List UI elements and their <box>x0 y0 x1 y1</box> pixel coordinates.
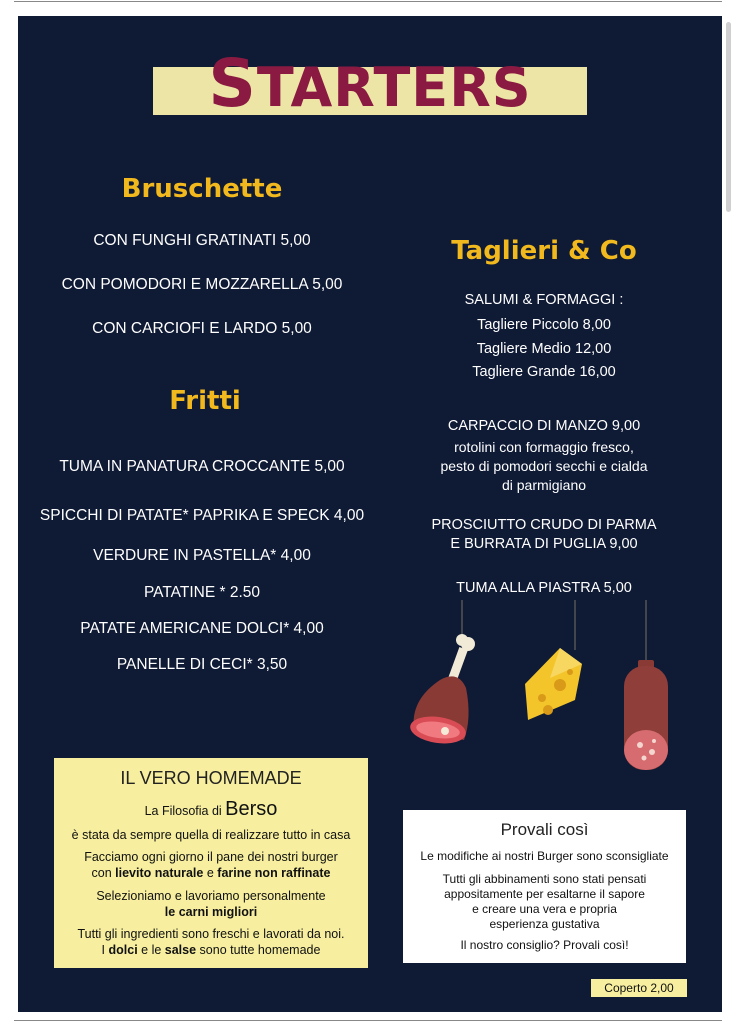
prosciutto-line: E BURRATA DI PUGLIA 9,00 <box>450 536 638 552</box>
bruschette-heading: Bruschette <box>121 174 283 204</box>
tagliere-item: Tagliere Medio 12,00 <box>476 341 612 357</box>
top-divider <box>14 1 722 2</box>
scrollbar-thumb[interactable] <box>726 22 731 212</box>
tuma-piastra: TUMA ALLA PIASTRA 5,00 <box>456 580 632 596</box>
bruschette-item: CON CARCIOFI E LARDO 5,00 <box>92 320 312 337</box>
page-title: STARTERS <box>208 45 532 122</box>
homemade-line: Selezioniamo e lavoriamo personalmente <box>96 889 326 903</box>
homemade-box <box>54 758 368 968</box>
fritti-item: SPICCHI DI PATATE* PAPRIKA E SPECK 4,00 <box>39 507 365 524</box>
fritti-item: TUMA IN PANATURA CROCCANTE 5,00 <box>59 458 345 475</box>
ham-icon <box>408 634 475 747</box>
fritti-item: VERDURE IN PASTELLA* 4,00 <box>93 547 311 564</box>
filosofia-line: La Filosofia di Berso <box>144 798 278 820</box>
carpaccio-title: CARPACCIO DI MANZO 9,00 <box>447 418 641 434</box>
fritti-item: PATATINE * 2.50 <box>143 584 260 601</box>
bruschette-item: CON POMODORI E MOZZARELLA 5,00 <box>61 276 343 293</box>
taglieri-heading: Taglieri & Co <box>451 236 637 266</box>
homemade-line: Tutti gli ingredienti sono freschi e lavorati da noi. <box>77 927 345 941</box>
provali-line: e creare una vera e propria <box>472 902 617 916</box>
provali-title: Provali così <box>500 820 589 839</box>
coperto-badge: Coperto 2,00 <box>591 979 687 997</box>
provali-line: Il nostro consiglio? Provali così! <box>460 938 629 952</box>
carpaccio-desc: rotolini con formaggio fresco, <box>454 439 634 455</box>
homemade-line: è stata da sempre quella di realizzare tutto in casa <box>71 828 351 842</box>
homemade-line: le carni migliori <box>164 905 258 919</box>
prosciutto-line: PROSCIUTTO CRUDO DI PARMA <box>431 517 657 533</box>
homemade-line: con lievito naturale e farine non raffinate <box>91 866 331 880</box>
fritti-item: PANELLE DI CECI* 3,50 <box>116 656 288 673</box>
bruschette-item: CON FUNGHI GRATINATI 5,00 <box>93 232 311 249</box>
tagliere-item: Tagliere Grande 16,00 <box>472 364 616 380</box>
provali-line: appositamente per esaltarne il sapore <box>444 887 645 901</box>
bottom-divider <box>14 1020 722 1021</box>
salami-icon <box>624 660 668 770</box>
food-illustrations <box>400 600 700 780</box>
taglieri-subheading: SALUMI & FORMAGGI : <box>464 292 624 308</box>
provali-line: Le modifiche ai nostri Burger sono sconsigliate <box>420 849 669 863</box>
homemade-title: IL VERO HOMEMADE <box>120 768 302 788</box>
tagliere-item: Tagliere Piccolo 8,00 <box>477 317 611 333</box>
homemade-line: Facciamo ogni giorno il pane dei nostri burger <box>84 850 338 864</box>
homemade-line: I dolci e le salse sono tutte homemade <box>101 943 321 957</box>
fritti-heading: Fritti <box>169 386 241 416</box>
provali-line: esperienza gustativa <box>489 917 600 931</box>
cheese-icon <box>525 648 582 720</box>
fritti-item: PATATE AMERICANE DOLCI* 4,00 <box>80 620 324 637</box>
carpaccio-desc: di parmigiano <box>501 477 587 493</box>
provali-line: Tutti gli abbinamenti sono stati pensati <box>442 872 647 886</box>
provali-box <box>403 810 686 963</box>
carpaccio-desc: pesto di pomodori secchi e cialda <box>440 458 648 474</box>
